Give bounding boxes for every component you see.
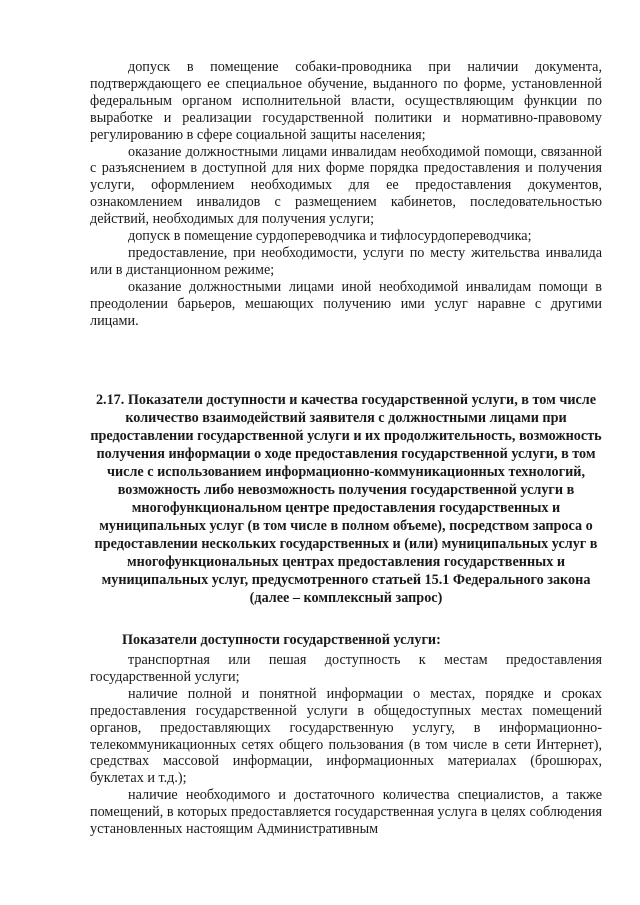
paragraph-assistance: оказание должностными лицами инвалидам необходимой помощи, связанной с разъяснением в доступной для них форме порядка предоставления и получения услуги, оформлением необходимых для ее предоставления документов, ознакомлением инвалидов с размещением кабинетов, последовательностью действий, необходимых для получения услуги; — [90, 143, 602, 228]
paragraph-sign-interpreter: допуск в помещение сурдопереводчика и тифлосурдопереводчика; — [128, 228, 532, 245]
section-title: 2.17. Показатели доступности и качества государственной услуги, в том числе количество взаимодействий заявителя с должностными лицами при предоставлении государственной услуги и их продолжительность, возможность получения информации о ходе предоставления государственной услуги, в том числе с использованием информационно-коммуникационных технологий, возможность либо невозможность получения государственной услуги в многофункциональном центре предоставления государственных и муниципальных услуг (в том числе в полном объеме), посредством запроса о предоставлении нескольких государственных и (или) муниципальных услуг в многофункциональных центрах предоставления государственных и муниципальных услуг, предусмотренного статьей 15.1 Федерального закона (далее – комплексный запрос) — [90, 392, 602, 606]
top-text-block — [90, 59, 602, 330]
paragraph-specialists: наличие необходимого и достаточного количества специалистов, а также помещений, в которых предоставляется государственная услуга в целях соблюдения установленных настоящим Административным — [90, 787, 602, 838]
paragraph-guide-dog: допуск в помещение собаки-проводника при наличии документа, подтверждающего ее специальное обучение, выданного по форме, установленной федеральным органом исполнительной власти, осуществляющим функции по выработке и реализации государственной политики и нормативно-правовому регулированию в сфере социальной защиты населения; — [90, 59, 602, 143]
subheading: Показатели доступности государственной услуги: — [122, 632, 441, 648]
paragraph-barriers: оказание должностными лицами иной необходимой инвалидам помощи в преодолении барьеров, мешающих получению ими услуг наравне с другими лицами. — [90, 278, 602, 329]
bottom-text-block — [90, 652, 602, 838]
paragraph-transport: транспортная или пешая доступность к местам предоставления государственной услуги; — [90, 652, 602, 685]
paragraph-information: наличие полной и понятной информации о местах, порядке и сроках предоставления государственной услуги в общедоступных местах помещений органов, предоставляющих государственную услугу, в информационно-телекоммуникационных сетях общего пользования (в том числе в сети Интернет), средствах массовой информации, информационных материалах (брошюрах, буклетах и т.д.); — [90, 685, 602, 787]
paragraph-remote-service: предоставление, при необходимости, услуги по месту жительства инвалида или в дистанционном режиме; — [90, 244, 602, 278]
